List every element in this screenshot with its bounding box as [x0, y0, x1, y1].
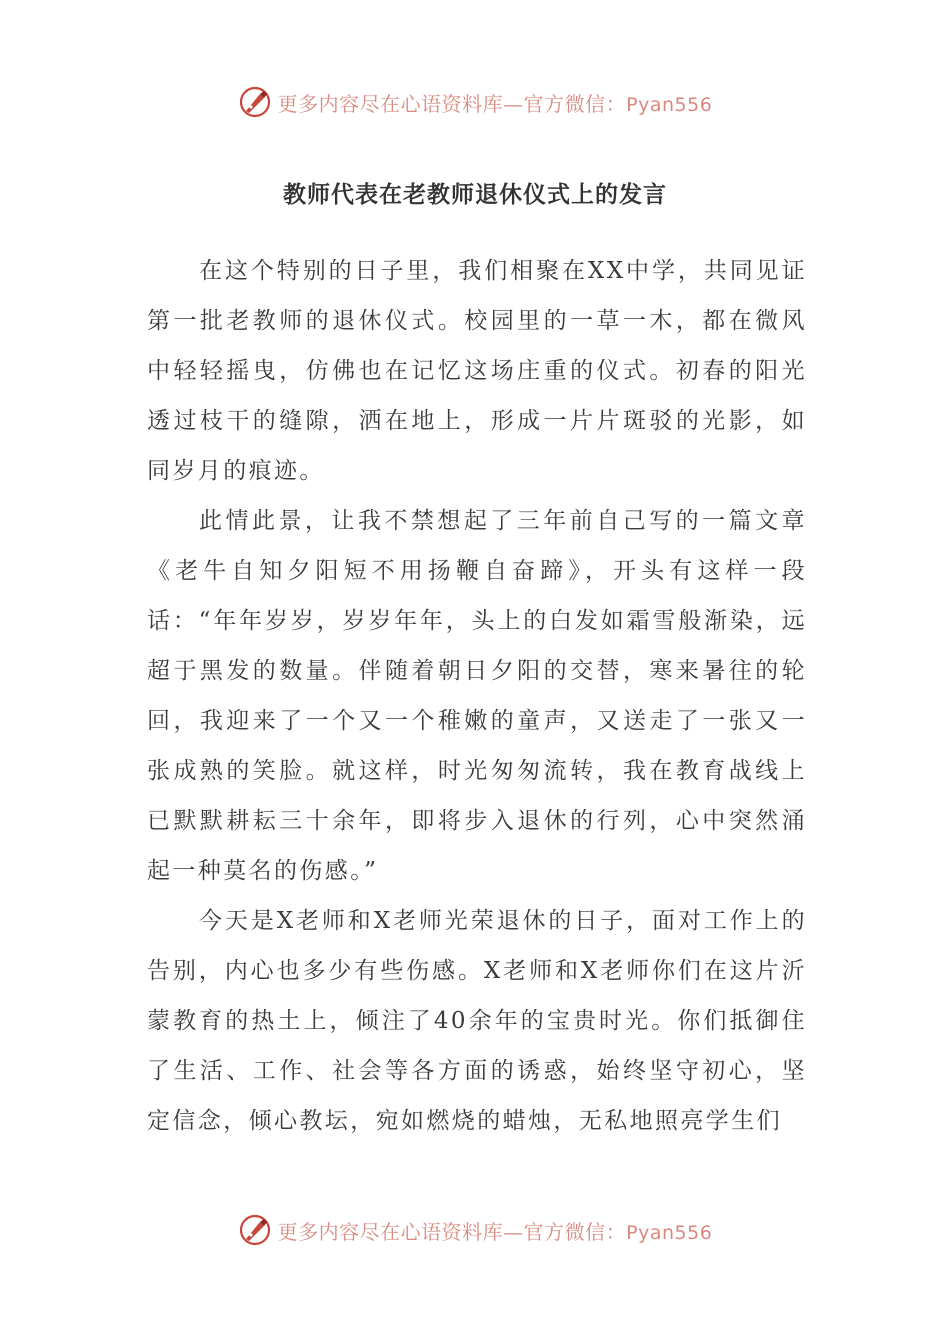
pen-nib-logo-icon	[238, 85, 272, 119]
header-banner	[0, 82, 950, 122]
document-body	[147, 246, 807, 1146]
footer-banner-main: 更多内容尽在心语资料库—官方微信：	[277, 1219, 627, 1244]
footer-banner	[0, 1210, 950, 1250]
paragraph-3: 今天是X老师和X老师光荣退休的日子，面对工作上的告别，内心也多少有些伤感。X老师和X老师你们在这片沂蒙教育的热土上，倾注了40余年的宝贵时光。你们抵御住了生活、工作、社会等各方面的诱惑，始终坚守初心，坚定信念，倾心教坛，宛如燃烧的蜡烛，无私地照亮学生们	[147, 908, 807, 1134]
paragraph-1: 在这个特别的日子里，我们相聚在XX中学，共同见证第一批老教师的退休仪式。校园里的一草一木，都在微风中轻轻摇曳，仿佛也在记忆这场庄重的仪式。初春的阳光透过枝干的缝隙，洒在地上，形成一片片斑驳的光影，如同岁月的痕迹。	[147, 258, 807, 484]
pen-nib-logo-icon	[238, 1213, 272, 1247]
paragraph-2: 此情此景，让我不禁想起了三年前自己写的一篇文章《老牛自知夕阳短不用扬鞭自奋蹄》，开头有这样一段话：“年年岁岁，岁岁年年，头上的白发如霜雪般渐染，远超于黑发的数量。伴随着朝日夕阳的交替，寒来暑往的轮回，我迎来了一个又一个稚嫩的童声，又送走了一张又一张成熟的笑脸。就这样，时光匆匆流转，我在教育战线上已默默耕耘三十余年，即将步入退休的行列，心中突然涌起一种莫名的伤感。”	[147, 508, 807, 884]
header-wechat-id: Pyan556	[626, 93, 713, 116]
footer-banner-text	[278, 1216, 713, 1245]
document-title: 教师代表在老教师退休仪式上的发言	[283, 181, 667, 208]
footer-wechat-id: Pyan556	[626, 1221, 713, 1244]
header-banner-text	[278, 88, 713, 117]
header-banner-main: 更多内容尽在心语资料库—官方微信：	[277, 91, 627, 116]
